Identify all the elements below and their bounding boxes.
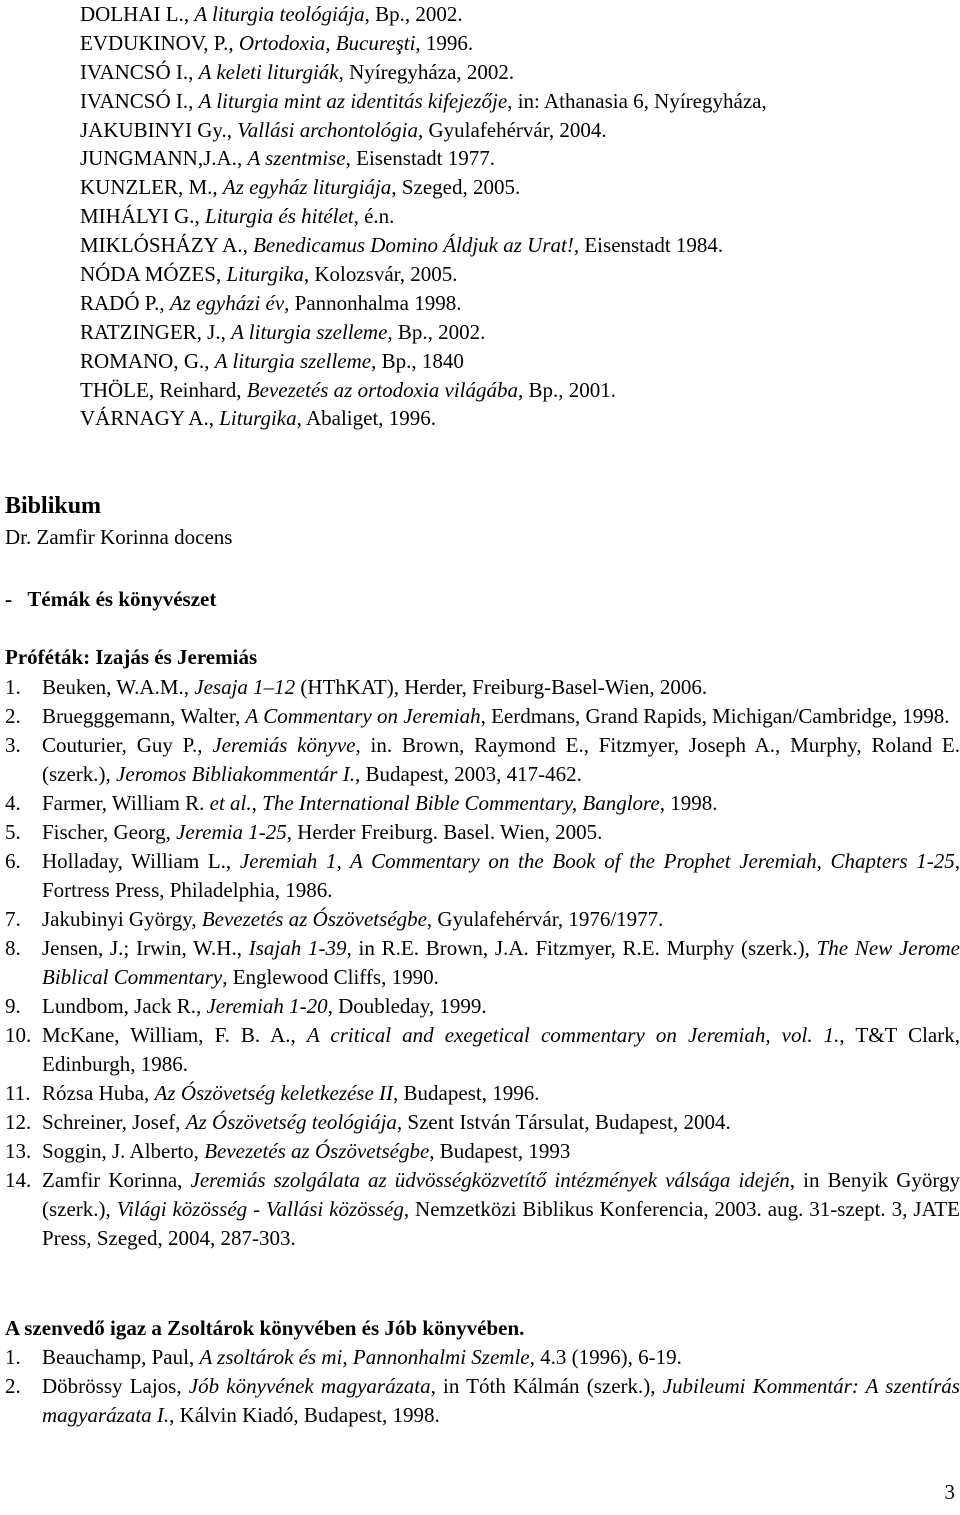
ref-author: KUNZLER, M.	[80, 175, 213, 200]
ref-title: A keleti liturgiák	[198, 59, 339, 84]
item-number: 2.	[5, 704, 21, 728]
item-number: 11.	[5, 1081, 31, 1105]
ref-title: A liturgia teológiája	[194, 2, 365, 26]
ref-title: A liturgia mint az identitás kifejezője	[198, 88, 508, 113]
ref-details: , in: Athanasia 6, Nyíregyháza,	[507, 88, 767, 113]
ref-details: , Bp., 1840	[371, 348, 464, 373]
ref-title: Liturgika	[219, 406, 297, 431]
item-number: 9.	[5, 994, 21, 1018]
list-item	[5, 1372, 960, 1430]
reference-entry: JUNGMANN,J.A., A szentmise, Eisenstadt 1977.	[80, 146, 495, 171]
ref-details: , Eisenstadt 1984.	[573, 233, 724, 258]
item-text: Soggin, J. Alberto, Bevezetés az Ószövetségbe, Budapest, 1993	[42, 1139, 571, 1163]
ref-title: Vallási archontológia	[237, 117, 418, 142]
ref-author: MIKLÓSHÁZY A.	[80, 233, 243, 258]
list-item	[5, 992, 960, 1021]
ref-details: , 1996.	[415, 30, 474, 55]
reference-list	[80, 0, 940, 433]
item-text: Döbrössy Lajos, Jób könyvének magyarázata, in Tóth Kálmán (szerk.), Jubileumi Kommentár: A szentírás magyarázata I., Kálvin Kiadó, Budapest, 1998.	[42, 1374, 960, 1427]
ref-author: RADÓ P.	[80, 290, 160, 315]
ref-author: MIHÁLYI G.	[80, 204, 195, 229]
item-text: Farmer, William R. et al., The International Bible Commentary, Banglore, 1998.	[42, 791, 718, 815]
reference-entry: JAKUBINYI Gy., Vallási archontológia, Gyulafehérvár, 2004.	[80, 117, 607, 142]
ref-title: Az egyház liturgiája	[222, 175, 392, 200]
item-number: 8.	[5, 936, 21, 960]
item-text: Rózsa Huba, Az Ószövetség keletkezése II, Budapest, 1996.	[42, 1081, 540, 1105]
section-title: Biblikum	[5, 493, 102, 519]
list-item	[5, 934, 960, 992]
item-text: Jakubinyi György, Bevezetés az Ószövetségbe, Gyulafehérvár, 1976/1977.	[42, 907, 664, 931]
ref-author: JAKUBINYI Gy.	[80, 117, 227, 142]
list-item	[5, 847, 960, 905]
list-item	[5, 1166, 960, 1253]
item-number: 6.	[5, 849, 21, 873]
item-text: Beuken, W.A.M., Jesaja 1–12 (HThKAT), Herder, Freiburg-Basel-Wien, 2006.	[42, 675, 708, 699]
reference-entry: RADÓ P., Az egyházi év, Pannonhalma 1998.	[80, 290, 462, 315]
item-text: Holladay, William L., Jeremiah 1, A Commentary on the Book of the Prophet Jeremiah, Chapters 1-25, Fortress Press, Philadelphia, 1986.	[42, 849, 960, 902]
ref-details: , Gyulafehérvár, 2004.	[417, 117, 607, 142]
item-number: 10.	[5, 1023, 32, 1047]
reference-entry: DOLHAI L., A liturgia teológiája, Bp., 2002.	[80, 2, 463, 26]
bibliography-list-prophets	[5, 673, 960, 1253]
ref-author: NÓDA MÓZES	[80, 262, 216, 287]
list-item	[5, 789, 960, 818]
item-text: Fischer, Georg, Jeremia 1-25, Herder Freiburg. Basel. Wien, 2005.	[42, 820, 603, 844]
ref-title: Liturgika	[226, 262, 304, 287]
reference-entry: MIHÁLYI G., Liturgia és hitélet, é.n.	[80, 204, 395, 229]
ref-details: , Szeged, 2005.	[391, 175, 521, 200]
item-number: 14.	[5, 1168, 32, 1192]
ref-details: , Kolozsvár, 2005.	[303, 262, 458, 287]
reference-entry: RATZINGER, J., A liturgia szelleme, Bp., 2002.	[80, 319, 486, 344]
ref-details: , Eisenstadt 1977.	[345, 146, 495, 171]
list-item	[5, 1079, 960, 1108]
ref-title: Ortodoxia, Bucureşti	[238, 30, 416, 55]
group-heading-prophets: Próféták: Izajás és Jeremiás	[5, 645, 258, 669]
ref-title: A szentmise	[247, 146, 346, 171]
ref-author: IVANCSÓ I.	[80, 59, 189, 84]
reference-entry: IVANCSÓ I., A liturgia mint az identitás kifejezője, in: Athanasia 6, Nyíregyháza,	[80, 88, 767, 113]
instructor-line: Dr. Zamfir Korinna docens	[5, 525, 233, 549]
item-text: Bruegggemann, Walter, A Commentary on Jeremiah, Eerdmans, Grand Rapids, Michigan/Cambridge, 1998.	[42, 704, 950, 728]
ref-details: , Pannonhalma 1998.	[284, 290, 462, 315]
ref-details: , é.n.	[353, 204, 395, 229]
reference-entry: EVDUKINOV, P., Ortodoxia, Bucureşti, 1996.	[80, 30, 474, 55]
item-number: 1.	[5, 675, 21, 699]
group-heading-psalms-job: A szenvedő igaz a Zsoltárok könyvében és Jób könyvében.	[5, 1316, 525, 1340]
ref-author: RATZINGER, J.	[80, 319, 221, 344]
ref-title: Benedicamus Domino Áldjuk az Urat!	[253, 233, 574, 258]
item-number: 3.	[5, 733, 21, 757]
ref-details: , Bp., 2001.	[517, 377, 616, 402]
list-item	[5, 818, 960, 847]
item-number: 12.	[5, 1110, 32, 1134]
item-number: 7.	[5, 907, 21, 931]
list-item	[5, 1021, 960, 1079]
item-number: 5.	[5, 820, 21, 844]
ref-author: JUNGMANN,J.A.	[80, 146, 237, 171]
reference-entry: IVANCSÓ I., A keleti liturgiák, Nyíregyháza, 2002.	[80, 59, 515, 84]
list-item	[5, 1137, 960, 1166]
item-number: 4.	[5, 791, 21, 815]
item-text: Jensen, J.; Irwin, W.H., Isajah 1-39, in R.E. Brown, J.A. Fitzmyer, R.E. Murphy (szerk.), The New Jerome Biblical Commentary, Englewood Cliffs, 1990.	[42, 936, 960, 989]
ref-details: , Bp., 2002.	[387, 319, 486, 344]
list-item	[5, 702, 960, 731]
item-text: Zamfir Korinna, Jeremiás szolgálata az üdvösségközvetítő intézmények válsága idején, in Benyik György (szerk.), Világi közösség - Vallási közösség, Nemzetközi Biblikus Konferencia, 2003. aug. 31-szept. 3, JATE Press, Szeged, 2004, 287-303.	[42, 1168, 960, 1250]
reference-entry: MIKLÓSHÁZY A., Benedicamus Domino Áldjuk az Urat!, Eisenstadt 1984.	[80, 233, 724, 258]
item-text: McKane, William, F. B. A., A critical and exegetical commentary on Jeremiah, vol. 1., T&T Clark, Edinburgh, 1986.	[42, 1023, 960, 1076]
ref-author: THÖLE, Reinhard	[80, 377, 237, 402]
list-item	[5, 673, 960, 702]
item-text: Beauchamp, Paul, A zsoltárok és mi, Pannonhalmi Szemle, 4.3 (1996), 6-19.	[42, 1345, 682, 1369]
ref-details: , Nyíregyháza, 2002.	[338, 59, 515, 84]
list-item	[5, 1108, 960, 1137]
ref-author: EVDUKINOV, P.	[80, 30, 229, 55]
page-number: 3	[944, 1480, 955, 1504]
ref-details: , Abaliget, 1996.	[296, 406, 437, 431]
reference-entry: KUNZLER, M., Az egyház liturgiája, Szeged, 2005.	[80, 175, 521, 200]
ref-author: VÁRNAGY A.	[80, 406, 209, 431]
list-item	[5, 905, 960, 934]
ref-author: ROMANO, G.	[80, 348, 205, 373]
reference-entry: VÁRNAGY A., Liturgika, Abaliget, 1996.	[80, 406, 437, 431]
reference-entry: THÖLE, Reinhard, Bevezetés az ortodoxia világába, Bp., 2001.	[80, 377, 616, 402]
list-item	[5, 731, 960, 789]
list-item	[5, 1343, 960, 1372]
ref-title: Bevezetés az ortodoxia világába	[246, 377, 518, 402]
item-text: Lundbom, Jack R., Jeremiah 1-20, Doubleday, 1999.	[42, 994, 487, 1018]
bibliography-list-psalms-job	[5, 1343, 960, 1430]
ref-details: , Bp., 2002.	[364, 2, 463, 26]
ref-title: A liturgia szelleme	[231, 319, 388, 344]
topics-heading: - Témák és könyvészet	[5, 587, 217, 611]
ref-author: DOLHAI L.	[80, 2, 184, 26]
item-text: Schreiner, Josef, Az Ószövetség teológiája, Szent István Társulat, Budapest, 2004.	[42, 1110, 731, 1134]
ref-title: A liturgia szelleme	[214, 348, 372, 373]
ref-author: IVANCSÓ I.	[80, 88, 189, 113]
ref-title: Az egyházi év	[169, 290, 285, 315]
reference-entry: NÓDA MÓZES, Liturgika, Kolozsvár, 2005.	[80, 262, 458, 287]
item-number: 1.	[5, 1345, 21, 1369]
ref-title: Liturgia és hitélet	[205, 204, 354, 229]
item-number: 13.	[5, 1139, 32, 1163]
item-text: Couturier, Guy P., Jeremiás könyve, in. Brown, Raymond E., Fitzmyer, Joseph A., Murphy, Roland E. (szerk.), Jeromos Bibliakommentár I., Budapest, 2003, 417-462.	[42, 733, 960, 786]
item-number: 2.	[5, 1374, 21, 1398]
reference-entry: ROMANO, G., A liturgia szelleme, Bp., 1840	[80, 348, 464, 373]
